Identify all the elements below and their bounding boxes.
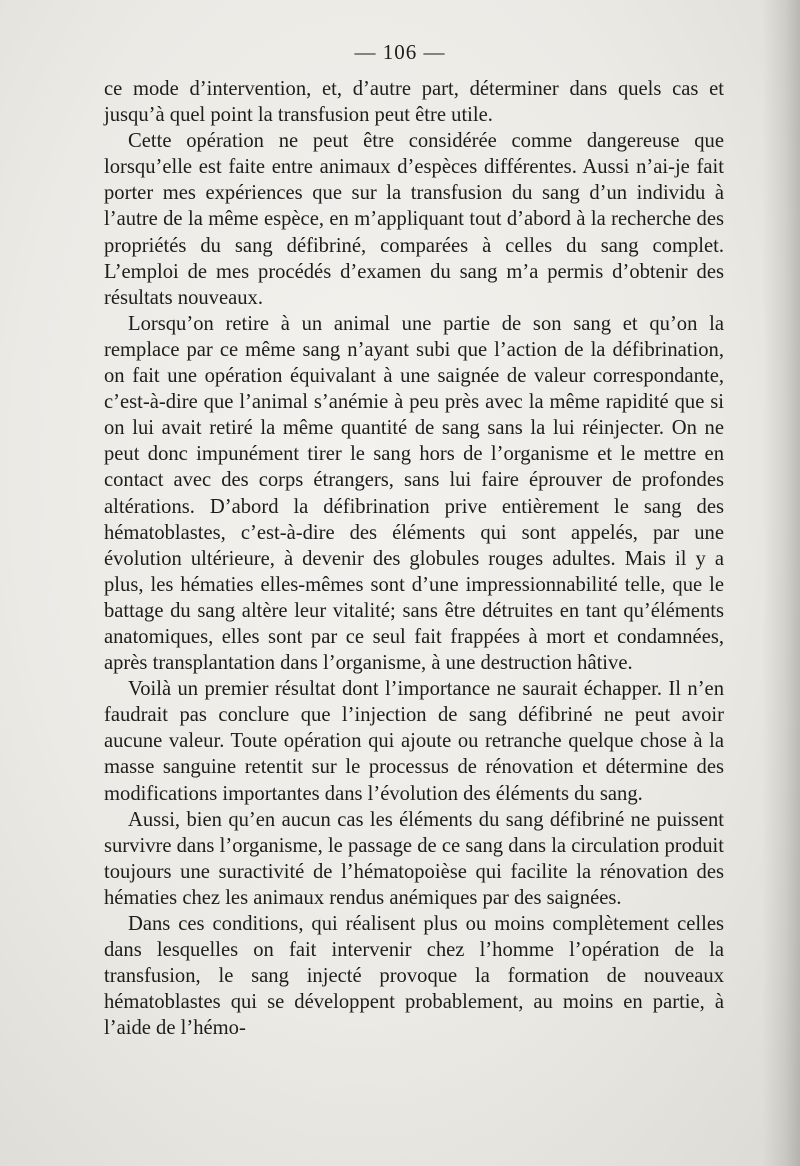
- paragraph: Lorsqu’on retire à un animal une partie de son sang et qu’on la remplace par ce même sang n’ayant subi que l’action de la défibrination, on fait une opération équivalant à une saignée de valeur correspondante, c’est-à-dire que l’animal s’anémie à peu près avec la même rapidité que si on lui avait retiré la même quantité de sang sans la lui réinjecter. On ne peut donc impunément tirer le sang hors de l’organisme et le mettre en contact avec des corps étrangers, sans lui faire éprouver de profondes altérations. D’abord la défibrination prive entièrement le sang des hématoblastes, c’est-à-dire des éléments qui sont appelés, par une évolution ultérieure, à devenir des globules rouges adultes. Mais il y a plus, les hématies elles-mêmes sont d’une impressionnabilité telle, que le battage du sang altère leur vitalité; sans être détruites en tant qu’éléments anatomiques, elles sont par ce seul fait frappées à mort et condamnées, après transplantation dans l’organisme, à une destruction hâtive.: [104, 312, 724, 675]
- paragraph: Dans ces conditions, qui réalisent plus ou moins complètement celles dans lesquelles on fait intervenir chez l’homme l’opération de la transfusion, le sang injecté provoque la formation de nouveaux hématoblastes qui se développent probablement, au moins en partie, à l’aide de l’hémo-: [104, 913, 724, 1040]
- paragraph: Aussi, bien qu’en aucun cas les éléments du sang défibriné ne puissent survivre dans l’organisme, le passage de ce sang dans la circulation produit toujours une suractivité de l’hématopoièse qui facilite la rénovation des hématies chez les animaux rendus anémiques par des saignées.: [104, 808, 724, 909]
- paragraph: Cette opération ne peut être considérée comme dangereuse que lorsqu’elle est faite entre animaux d’espèces différentes. Aussi n’ai-je fait porter mes expériences que sur la transfusion du sang d’un individu à l’autre de la même espèce, en m’appliquant tout d’abord à la recherche des propriétés du sang défibriné, comparées à celles du sang complet. L’emploi de mes procédés d’examen du sang m’a permis d’obtenir des résultats nouveaux.: [104, 130, 724, 309]
- paragraph: Voilà un premier résultat dont l’importance ne saurait échapper. Il n’en faudrait pas conclure que l’injection de sang défibriné ne peut avoir aucune valeur. Toute opération qui ajoute ou retranche quelque chose à la masse sanguine retentit sur le processus de rénovation et détermine des modifications importantes dans l’évolution des éléments du sang.: [104, 678, 724, 805]
- paragraph-continuation: ce mode d’intervention, et, d’autre part, déterminer dans quels cas et jusqu’à quel point la transfusion peut être utile.: [104, 78, 724, 127]
- page-edge-shadow: [762, 0, 800, 1166]
- body-text: [104, 76, 724, 1041]
- page-number: — 106 —: [354, 40, 446, 64]
